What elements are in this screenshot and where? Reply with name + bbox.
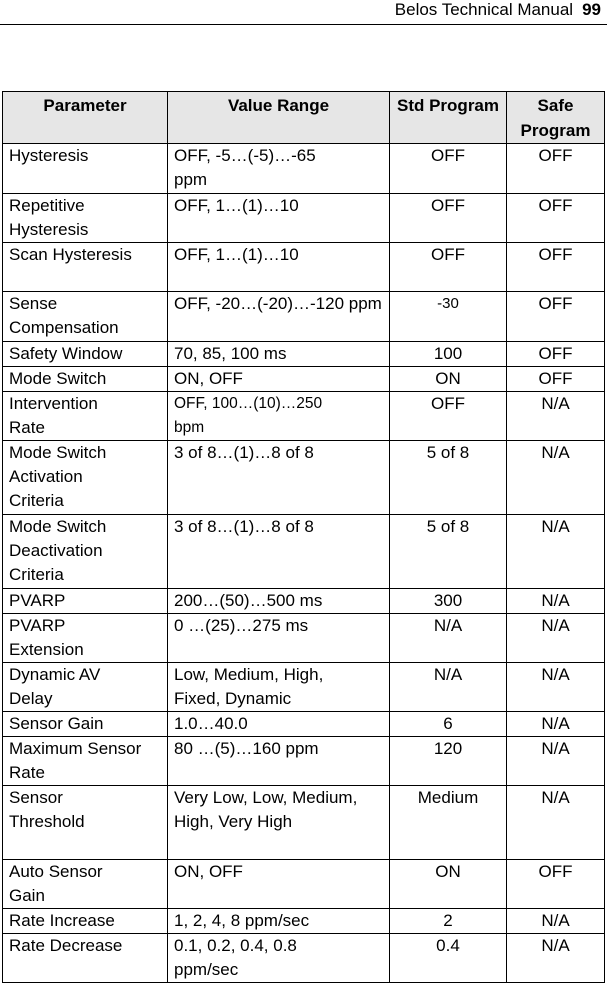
safe-program-cell: OFF [507, 367, 605, 392]
table-row [3, 737, 605, 786]
value-range-cell: OFF, 1…(1)…10 [168, 194, 390, 243]
parameter-cell: Intervention Rate [3, 392, 168, 441]
parameter-cell: Sensor Threshold [3, 786, 168, 860]
value-range-cell: 0.1, 0.2, 0.4, 0.8 ppm/sec [168, 934, 390, 983]
table-row [3, 909, 605, 934]
table-row [3, 292, 605, 342]
manual-title: Belos Technical Manual [394, 0, 574, 19]
table-row [3, 367, 605, 392]
safe-program-cell: N/A [507, 712, 605, 737]
safe-program-cell: N/A [507, 737, 605, 786]
page-header [0, 0, 607, 25]
safe-program-cell: OFF [507, 144, 605, 194]
parameter-cell: Safety Window [3, 342, 168, 367]
value-range-cell: 0 …(25)…275 ms [168, 614, 390, 663]
table-row [3, 441, 605, 515]
value-range-cell: 3 of 8…(1)…8 of 8 [168, 515, 390, 589]
parameter-cell: Auto Sensor Gain [3, 860, 168, 909]
column-header-parameter: Parameter [3, 92, 168, 144]
table-row [3, 860, 605, 909]
safe-program-cell: N/A [507, 663, 605, 712]
value-range-cell: 1.0…40.0 [168, 712, 390, 737]
parameter-cell: Dynamic AV Delay [3, 663, 168, 712]
std-program-cell: 5 of 8 [390, 515, 507, 589]
safe-program-cell: OFF [507, 342, 605, 367]
std-program-cell: OFF [390, 392, 507, 441]
page-number: 99 [582, 0, 601, 19]
std-program-cell: ON [390, 860, 507, 909]
parameter-cell: Mode Switch [3, 367, 168, 392]
value-range-cell: 3 of 8…(1)…8 of 8 [168, 441, 390, 515]
table-row [3, 934, 605, 983]
table-row [3, 786, 605, 860]
column-header-safe-program: Safe Program [507, 92, 605, 144]
parameter-cell: Scan Hysteresis [3, 243, 168, 292]
std-program-cell: ON [390, 367, 507, 392]
column-header-value-range: Value Range [168, 92, 390, 144]
parameter-cell: Maximum Sensor Rate [3, 737, 168, 786]
table-row [3, 712, 605, 737]
safe-program-cell: OFF [507, 292, 605, 342]
safe-program-cell: N/A [507, 515, 605, 589]
column-header-std-program: Std Program [390, 92, 507, 144]
parameter-cell: PVARP Extension [3, 614, 168, 663]
safe-program-cell: N/A [507, 392, 605, 441]
std-program-cell: 0.4 [390, 934, 507, 983]
std-program-cell: -30 [390, 292, 507, 342]
std-program-cell: 2 [390, 909, 507, 934]
parameter-table [2, 91, 605, 983]
std-program-cell: OFF [390, 144, 507, 194]
safe-program-cell: N/A [507, 614, 605, 663]
std-program-cell: 120 [390, 737, 507, 786]
value-range-cell: OFF, 100…(10)…250 bpm [168, 392, 390, 441]
safe-program-cell: N/A [507, 786, 605, 860]
parameter-cell: Mode Switch Activation Criteria [3, 441, 168, 515]
safe-program-cell: OFF [507, 860, 605, 909]
value-range-cell: Very Low, Low, Medium, High, Very High [168, 786, 390, 860]
value-range-cell: OFF, 1…(1)…10 [168, 243, 390, 292]
safe-program-cell: N/A [507, 909, 605, 934]
table-row [3, 614, 605, 663]
table-row [3, 392, 605, 441]
parameter-cell: Sense Compensation [3, 292, 168, 342]
value-range-cell: Low, Medium, High, Fixed, Dynamic [168, 663, 390, 712]
table-row [3, 243, 605, 292]
parameter-cell: Repetitive Hysteresis [3, 194, 168, 243]
table-row [3, 144, 605, 194]
parameter-cell: Sensor Gain [3, 712, 168, 737]
std-program-cell: 5 of 8 [390, 441, 507, 515]
value-range-cell: 70, 85, 100 ms [168, 342, 390, 367]
table-row [3, 589, 605, 614]
std-program-cell: OFF [390, 243, 507, 292]
std-program-cell: 6 [390, 712, 507, 737]
parameter-cell: Hysteresis [3, 144, 168, 194]
safe-program-cell: OFF [507, 243, 605, 292]
value-range-cell: 80 …(5)…160 ppm [168, 737, 390, 786]
safe-program-cell: N/A [507, 441, 605, 515]
header-text [395, 0, 601, 20]
parameter-cell: PVARP [3, 589, 168, 614]
table-row [3, 515, 605, 589]
std-program-cell: 300 [390, 589, 507, 614]
std-program-cell: 100 [390, 342, 507, 367]
std-program-cell: OFF [390, 194, 507, 243]
safe-program-cell: N/A [507, 589, 605, 614]
value-range-cell: ON, OFF [168, 860, 390, 909]
value-range-cell: 1, 2, 4, 8 ppm/sec [168, 909, 390, 934]
value-range-cell: ON, OFF [168, 367, 390, 392]
parameter-cell: Rate Decrease [3, 934, 168, 983]
table-row [3, 342, 605, 367]
std-program-cell: N/A [390, 663, 507, 712]
value-range-cell: 200…(50)…500 ms [168, 589, 390, 614]
std-program-cell: N/A [390, 614, 507, 663]
std-program-cell: Medium [390, 786, 507, 860]
parameter-cell: Rate Increase [3, 909, 168, 934]
table-row [3, 663, 605, 712]
value-range-cell: OFF, -5…(-5)…-65 ppm [168, 144, 390, 194]
value-range-cell: OFF, -20…(-20)…-120 ppm [168, 292, 390, 342]
safe-program-cell: N/A [507, 934, 605, 983]
table-header-row [3, 92, 605, 144]
table-row [3, 194, 605, 243]
safe-program-cell: OFF [507, 194, 605, 243]
parameter-cell: Mode Switch Deactivation Criteria [3, 515, 168, 589]
